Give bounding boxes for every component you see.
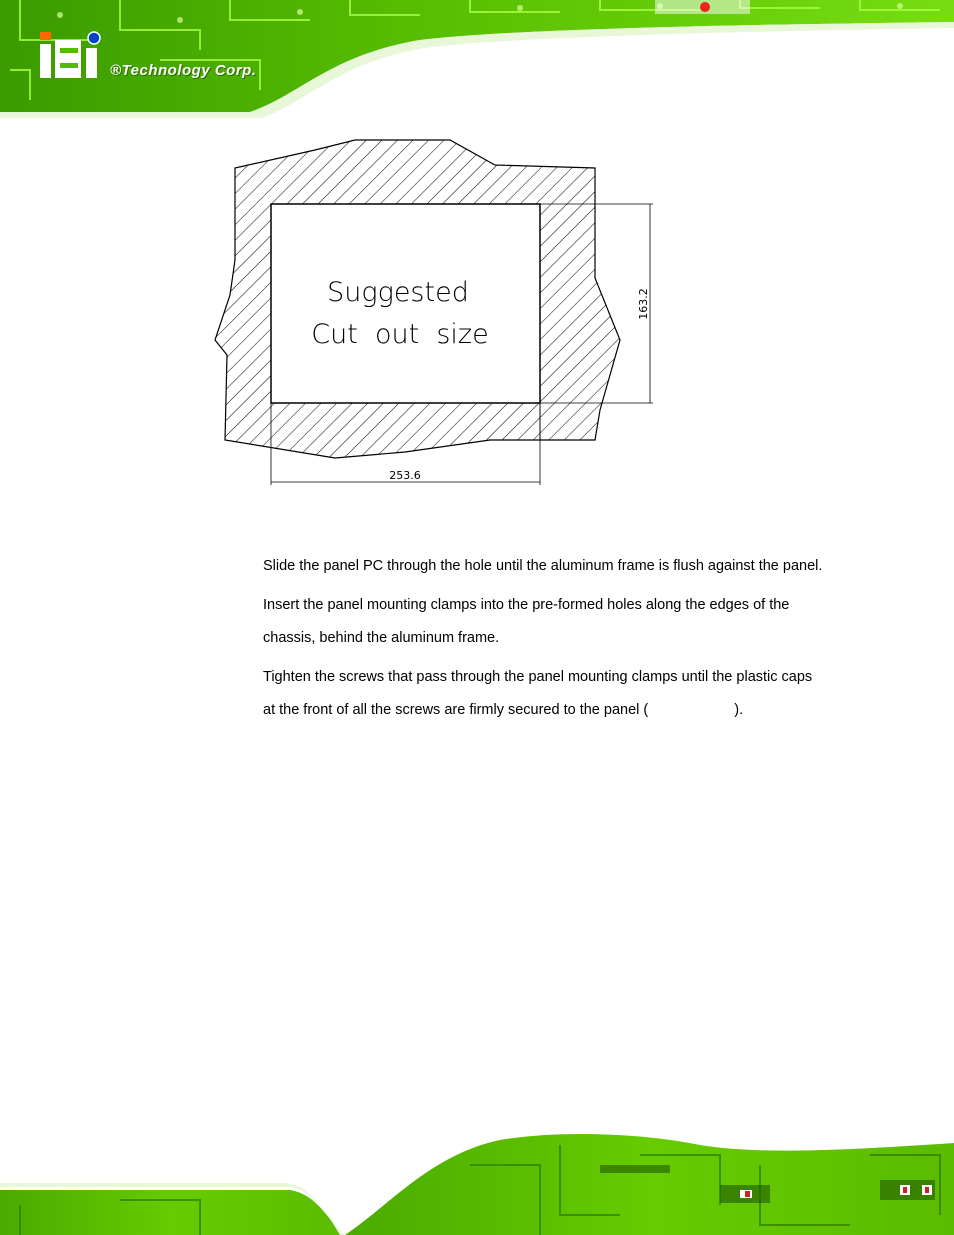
width-dimension: 253.6: [389, 469, 421, 482]
cutout-diagram: [205, 130, 685, 500]
step-3-text: Tighten the screws that pass through the panel mounting clamps until the plastic caps at the front of all the screws are firmly secured to the panel (: [263, 669, 813, 718]
step-1: Slide the panel PC through the hole until the aluminum frame is flush against the panel.: [263, 558, 823, 574]
step-3-close: ).: [734, 702, 744, 718]
cutout-label-line1: Suggested: [327, 277, 469, 308]
footer-banner: [0, 1125, 954, 1235]
height-dimension: 163.2: [637, 288, 650, 320]
step-3: [263, 661, 823, 727]
brand-name: ®Technology Corp.: [110, 62, 257, 79]
step-2: Insert the panel mounting clamps into the pre-formed holes along the edges of the chassis, behind the aluminum frame.: [263, 597, 790, 646]
header-banner: [0, 0, 954, 120]
step-list: [263, 550, 823, 733]
iei-logo: [38, 30, 108, 80]
cutout-label-line2: Cut out size: [311, 319, 489, 350]
